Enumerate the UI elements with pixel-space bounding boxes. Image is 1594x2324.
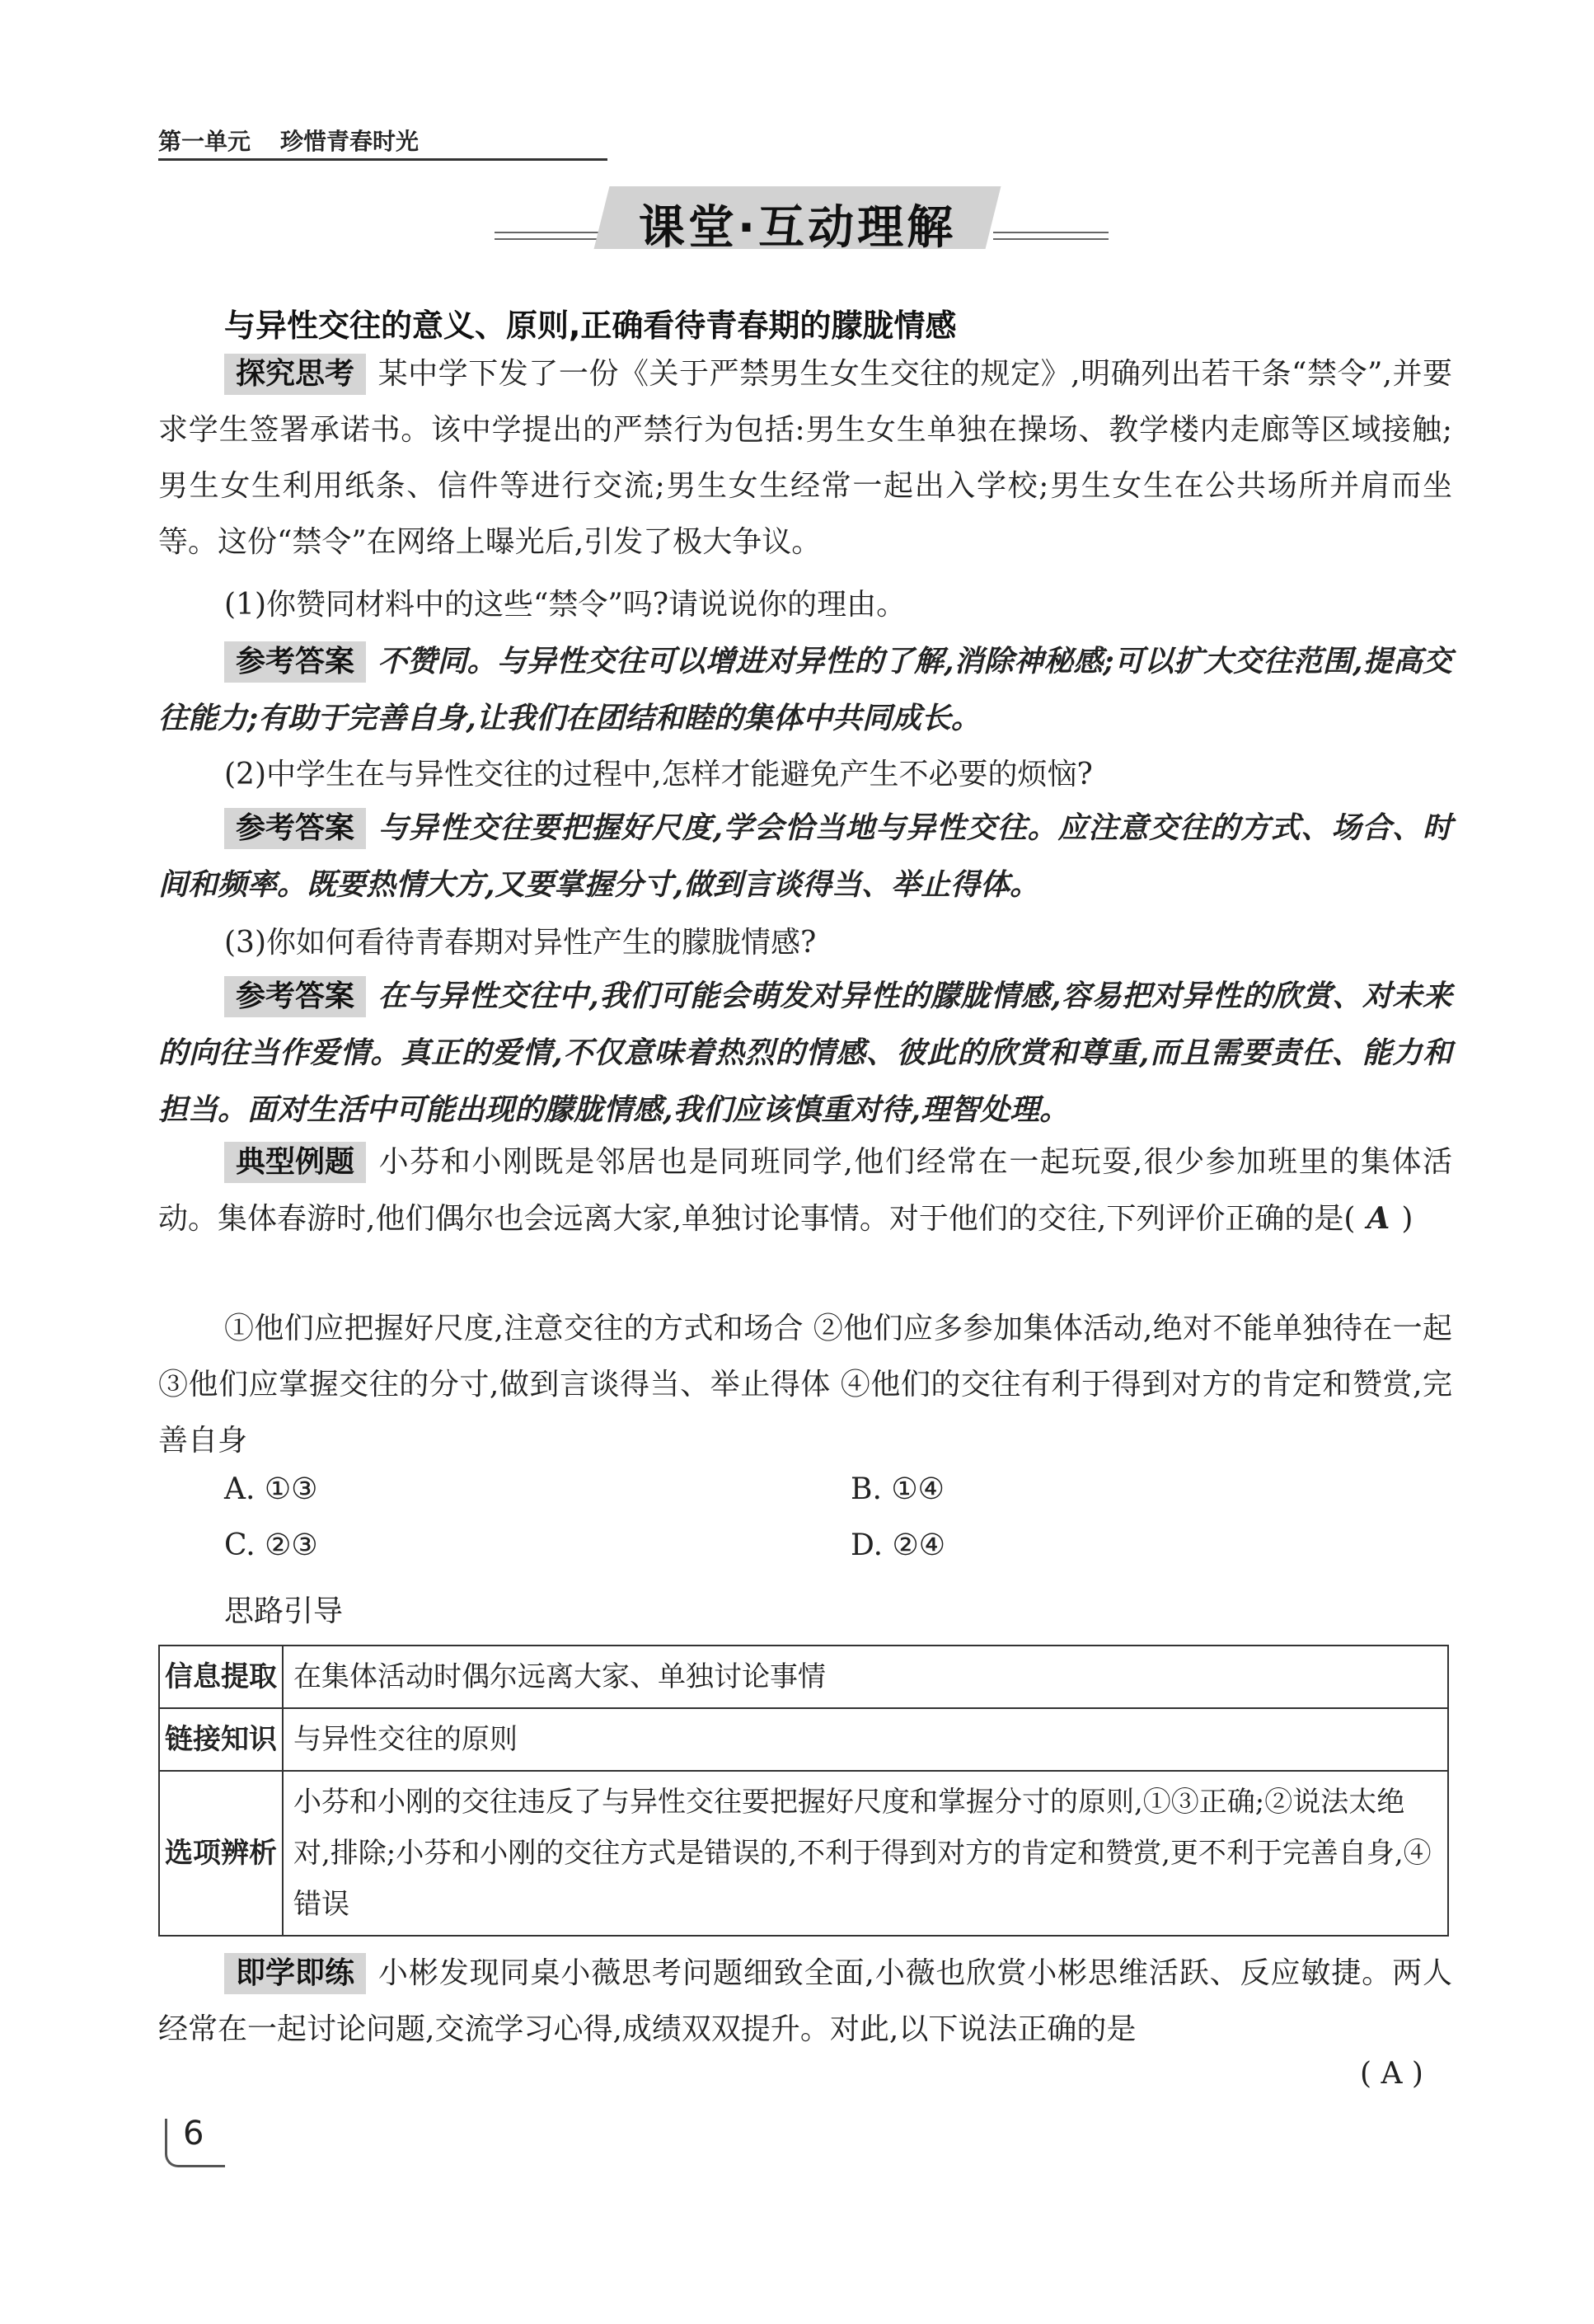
option-d: D. ②④ [851,1528,946,1562]
table-head: 链接知识 [159,1708,283,1771]
answer-text: 不赞同。与异性交往可以增进对异性的了解,消除神秘感;可以扩大交往范围,提高交往能力;有助于完善自身,让我们在团结和睦的集体中共同成长。 [158,644,1452,735]
question-3: (3)你如何看待青春期对异性产生的朦胧情感? [224,926,817,960]
banner-line-right [993,232,1109,240]
table-cell: 在集体活动时偶尔远离大家、单独讨论事情 [283,1646,1448,1708]
unit-header [158,124,448,157]
practice-paragraph [158,1946,1452,2058]
answer-tag: 参考答案 [224,641,366,683]
practice-tag: 即学即练 [224,1953,366,1994]
option-c: C. ②③ [224,1528,318,1562]
explore-tag: 探究思考 [224,354,366,395]
explore-text: 某中学下发了一份《关于严禁男生女生交往的规定》,明确列出若干条“禁令”,并要求学生签署承诺书。该中学提出的严禁行为包括:男生女生单独在操场、教学楼内走廊等区域接触;男生女生利用纸条、信件等进行交流;男生女生经常一起出入学校;男生女生在公共场所并肩而坐等。这份“禁令”在网络上曝光后,引发了极大争议。 [158,357,1452,559]
answer-tag: 参考答案 [224,976,366,1017]
table-row [159,1646,1448,1708]
practice-answer: ( A ) [1360,2057,1423,2091]
answer-text: 在与异性交往中,我们可能会萌发对异性的朦胧情感,容易把对异性的欣赏、对未来的向往当作爱情。真正的爱情,不仅意味着热烈的情感、彼此的欣赏和尊重,而且需要责任、能力和担当。面对生活中可能出现的朦胧情感,我们应该慎重对待,理智处理。 [158,979,1452,1127]
unit-title: 珍惜青春时光 [280,128,420,155]
answer-2 [158,800,1452,913]
practice-text: 小彬发现同桌小薇思考问题细致全面,小薇也欣赏小彬思维活跃、反应敏捷。两人经常在一起讨论问题,交流学习心得,成绩双双提升。对此,以下说法正确的是 [158,1956,1452,2046]
banner-title: 课堂·互动理解 [638,201,957,255]
banner-line-left [495,232,602,240]
table-cell: 小芬和小刚的交往违反了与异性交往要把握好尺度和掌握分寸的原则,①③正确;②说法太绝对,排除;小芬和小刚的交往方式是错误的,不利于得到对方的肯定和赞赏,更不利于完善自身,④错误 [283,1771,1448,1936]
example-tag: 典型例题 [224,1142,366,1183]
explore-paragraph [158,346,1452,570]
example-answer: A [1367,1201,1390,1236]
example-stem: 小芬和小刚既是邻居也是同班同学,他们经常在一起玩耍,很少参加班里的集体活动。集体春游时,他们偶尔也会远离大家,单独讨论事情。对于他们的交往,下列评价正确的是( [158,1145,1452,1236]
page-number: 6 [183,2115,204,2153]
example-paragraph [158,1134,1452,1247]
answer-3 [158,968,1452,1139]
guide-table [158,1645,1449,1937]
option-a: A. ①③ [224,1472,318,1506]
example-statements: ①他们应把握好尺度,注意交往的方式和场合 ②他们应多参加集体活动,绝对不能单独待在一起 ③他们应掌握交往的分寸,做到言谈得当、举止得体 ④他们的交往有利于得到对方的肯定和赞赏,完善自身 [158,1312,1452,1458]
table-head: 信息提取 [159,1646,283,1708]
section-title: 与异性交往的意义、原则,正确看待青春期的朦胧情感 [224,308,957,344]
table-head: 选项辨析 [159,1771,283,1936]
question-2: (2)中学生在与异性交往的过程中,怎样才能避免产生不必要的烦恼? [224,758,1093,791]
header-divider [158,158,607,161]
answer-tag: 参考答案 [224,808,366,849]
unit-number: 第一单元 [158,128,251,155]
answer-text: 与异性交往要把握好尺度,学会恰当地与异性交往。应注意交往的方式、场合、时间和频率。既要热情大方,又要掌握分寸,做到言谈得当、举止得体。 [158,810,1452,902]
example-stem-end: ) [1401,1202,1414,1236]
table-row [159,1771,1448,1936]
answer-1 [158,633,1452,747]
question-1: (1)你赞同材料中的这些“禁令”吗?请说说你的理由。 [224,588,907,622]
table-cell: 与异性交往的原则 [283,1708,1448,1771]
table-row [159,1708,1448,1771]
option-b: B. ①④ [851,1472,945,1506]
guide-label: 思路引导 [224,1594,344,1628]
